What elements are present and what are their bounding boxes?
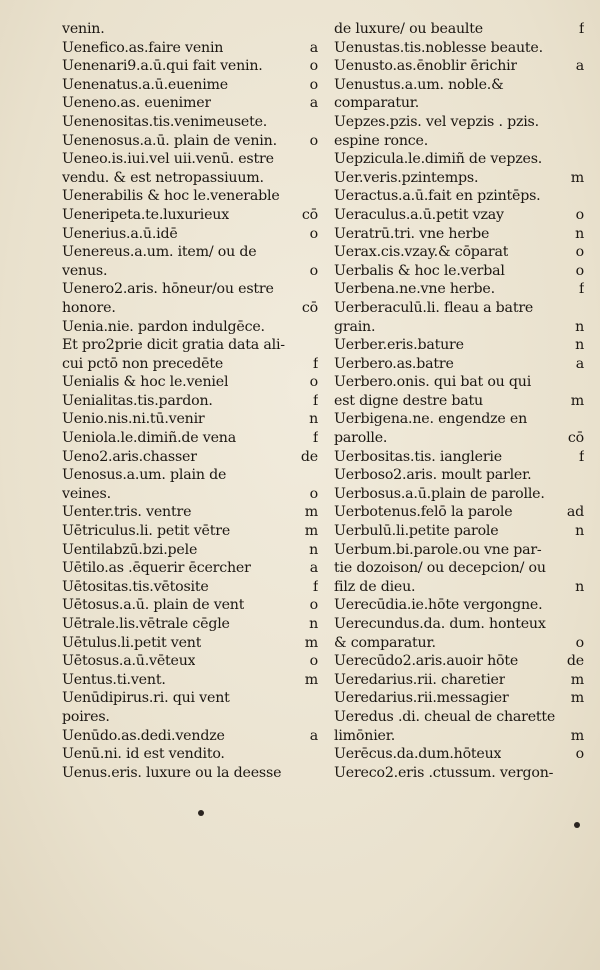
entry-marker: o (575, 206, 584, 223)
entry-marker: m (570, 392, 584, 409)
entry-marker: o (309, 653, 318, 670)
entry-text: tie dozoison/ ou decepcion/ ou (334, 560, 546, 577)
dictionary-line (62, 689, 318, 708)
dictionary-line (62, 355, 318, 374)
entry-text: Uerberaculū.li. fleau a batre (334, 299, 534, 316)
dictionary-line (62, 299, 318, 318)
entry-marker (312, 150, 318, 169)
entry-marker: cō (567, 430, 584, 447)
dictionary-line (62, 578, 318, 597)
dictionary-line (62, 559, 318, 578)
dictionary-line (62, 503, 318, 522)
left-column (62, 20, 318, 782)
entry-marker (312, 113, 318, 132)
entry-text: Uerbero.as.batre (334, 355, 454, 372)
entry-marker: ad (566, 504, 584, 521)
entry-text: Uenefico.as.faire venin (62, 39, 224, 56)
entry-marker: n (575, 578, 584, 595)
dictionary-line (334, 410, 584, 429)
entry-marker: m (570, 671, 584, 688)
dictionary-line (334, 243, 584, 262)
entry-text: Ueredarius.rii. charetier (334, 671, 506, 688)
dictionary-line (62, 57, 318, 76)
entry-text: Uerbero.onis. qui bat ou qui (334, 374, 532, 391)
entry-marker (578, 299, 584, 318)
dictionary-line (334, 559, 584, 578)
entry-marker (578, 466, 584, 485)
dictionary-line (62, 76, 318, 95)
entry-marker: n (309, 411, 318, 428)
entry-marker (578, 596, 584, 615)
entry-marker: a (575, 355, 584, 372)
entry-text: poires. (62, 708, 110, 725)
entry-marker: f (312, 355, 318, 372)
entry-text: cui pctō non precedēte (62, 355, 224, 372)
entry-marker (578, 559, 584, 578)
entry-text: Ueredus .di. cheual de charette (334, 708, 556, 725)
entry-marker: f (312, 392, 318, 409)
entry-text: Ueraculus.a.ū.petit vzay (334, 206, 504, 223)
entry-text: Uerbena.ne.vne herbe. (334, 281, 495, 298)
dictionary-line (334, 187, 584, 206)
entry-marker: m (304, 671, 318, 688)
entry-text: comparatur. (334, 95, 420, 112)
entry-text: Uerbulū.li.petite parole (334, 523, 499, 540)
entry-marker: m (570, 169, 584, 186)
entry-text: Uentus.ti.vent. (62, 671, 166, 688)
dictionary-line (334, 448, 584, 467)
entry-text: Uerbigena.ne. engendze en (334, 411, 528, 428)
dictionary-line (334, 318, 584, 337)
entry-marker (312, 689, 318, 708)
entry-text: veines. (62, 485, 111, 502)
entry-text: est digne destre batu (334, 392, 483, 409)
entry-marker: o (575, 746, 584, 763)
dictionary-line (334, 727, 584, 746)
entry-marker: f (312, 430, 318, 447)
entry-marker: o (309, 132, 318, 149)
entry-text: Uentilabzū.bzi.pele (62, 541, 198, 558)
entry-text: Uerbalis & hoc le.verbal (334, 262, 505, 279)
entry-marker (312, 708, 318, 727)
dictionary-line (62, 727, 318, 746)
entry-marker (578, 132, 584, 151)
entry-text: Uerboso2.aris. moult parler. (334, 467, 532, 484)
entry-marker (312, 336, 318, 355)
entry-marker: o (575, 244, 584, 261)
dictionary-line (62, 318, 318, 337)
entry-text: Uenerius.a.ū.idē (62, 225, 178, 242)
entry-text: Ueractus.a.ū.fait en pzintēps. (334, 188, 541, 205)
entry-marker (312, 169, 318, 188)
dictionary-line (334, 503, 584, 522)
entry-text: parolle. (334, 430, 388, 447)
entry-marker: a (309, 727, 318, 744)
entry-text: Uētilo.as .ēquerir ēcercher (62, 560, 251, 577)
entry-text: de luxure/ ou beaulte (334, 21, 483, 37)
entry-text: Uenialis & hoc le.veniel (62, 374, 229, 391)
dictionary-line (62, 132, 318, 151)
dictionary-line (334, 671, 584, 690)
dictionary-line (62, 262, 318, 281)
entry-text: Uenerabilis & hoc le.venerable (62, 188, 280, 205)
dictionary-line (62, 113, 318, 132)
entry-text: Uerecundus.da. dum. honteux (334, 616, 546, 632)
dictionary-line (62, 429, 318, 448)
dictionary-line (334, 466, 584, 485)
entry-marker: m (570, 727, 584, 744)
dictionary-line (62, 466, 318, 485)
entry-marker: m (304, 523, 318, 540)
dictionary-line (62, 745, 318, 764)
entry-text: & comparatur. (334, 634, 436, 651)
dictionary-line (62, 20, 318, 39)
entry-marker: f (578, 21, 584, 37)
dictionary-line (334, 708, 584, 727)
dictionary-line (62, 652, 318, 671)
dictionary-line (334, 355, 584, 374)
entry-marker (312, 318, 318, 337)
right-column (334, 20, 584, 782)
entry-text: honore. (62, 299, 116, 316)
dictionary-line (62, 150, 318, 169)
entry-text: Uenialitas.tis.pardon. (62, 392, 213, 409)
entry-marker: o (309, 225, 318, 242)
entry-marker: f (578, 448, 584, 465)
entry-text: espine ronce. (334, 132, 429, 149)
dictionary-line (334, 522, 584, 541)
entry-text: Uerax.cis.vzay.& cōparat (334, 244, 509, 261)
entry-text: Uētositas.tis.vētosite (62, 578, 209, 595)
entry-text: Uenus.eris. luxure ou la deesse (62, 764, 282, 781)
entry-text: vendu. & est netropassiuum. (62, 169, 264, 186)
ink-dot (198, 810, 204, 816)
entry-marker (312, 187, 318, 206)
entry-marker: n (575, 337, 584, 354)
dictionary-line (334, 392, 584, 411)
entry-text: Uerecūdo2.aris.auoir hōte (334, 653, 519, 670)
dictionary-line (334, 76, 584, 95)
dictionary-line (62, 39, 318, 58)
entry-marker (578, 150, 584, 169)
dictionary-line (334, 336, 584, 355)
entry-text: Uētulus.li.petit vent (62, 634, 202, 651)
entry-text: venus. (62, 262, 108, 279)
ink-dot (574, 822, 580, 828)
dictionary-line (334, 596, 584, 615)
entry-text: Ueno2.aris.chasser (62, 448, 197, 465)
dictionary-line (62, 187, 318, 206)
dictionary-line (334, 485, 584, 504)
entry-marker (578, 764, 584, 783)
entry-marker (578, 39, 584, 58)
dictionary-line (334, 206, 584, 225)
entry-marker: f (312, 578, 318, 595)
entry-marker (578, 373, 584, 392)
entry-text: Uenustus.a.um. noble.& (334, 76, 504, 93)
dictionary-line (334, 262, 584, 281)
entry-marker (312, 280, 318, 299)
dictionary-line (334, 764, 584, 783)
entry-text: Ueniola.le.dimiñ.de vena (62, 430, 236, 447)
entry-text: Uerbum.bi.parole.ou vne par- (334, 541, 542, 558)
entry-text: Uenosus.a.um. plain de (62, 467, 227, 484)
entry-text: Uētriculus.li. petit vētre (62, 523, 231, 540)
entry-marker (312, 20, 318, 39)
entry-text: Uenū.ni. id est vendito. (62, 746, 225, 763)
entry-text: Uerecūdia.ie.hōte vergongne. (334, 597, 543, 614)
entry-text: Uenūdipirus.ri. qui vent (62, 690, 230, 707)
entry-text: Uerēcus.da.dum.hōteux (334, 746, 502, 763)
dictionary-line (334, 39, 584, 58)
dictionary-line (334, 132, 584, 151)
entry-text: Uerbositas.tis. ianglerie (334, 448, 502, 465)
entry-text: Uenia.nie. pardon indulgēce. (62, 318, 265, 335)
entry-text: Uer.veris.pzintemps. (334, 169, 479, 186)
dictionary-line (62, 410, 318, 429)
entry-marker (312, 466, 318, 485)
entry-text: Ueratrū.tri. vne herbe (334, 225, 490, 242)
entry-text: Uenenosus.a.ū. plain de venin. (62, 132, 277, 149)
dictionary-line (62, 671, 318, 690)
dictionary-line (334, 578, 584, 597)
entry-text: Uenūdo.as.dedi.vendze (62, 727, 225, 744)
dictionary-line (62, 169, 318, 188)
dictionary-line (334, 113, 584, 132)
dictionary-line (62, 522, 318, 541)
dictionary-line (62, 280, 318, 299)
entry-marker (312, 764, 318, 783)
dictionary-line (334, 169, 584, 188)
entry-marker: m (570, 690, 584, 707)
dictionary-line (334, 652, 584, 671)
entry-text: limōnier. (334, 727, 396, 744)
entry-marker: de (300, 448, 318, 465)
dictionary-line (334, 20, 584, 39)
entry-marker (578, 615, 584, 634)
entry-text: Uenenositas.tis.venimeusete. (62, 113, 268, 130)
entry-marker (578, 708, 584, 727)
entry-marker: de (566, 653, 584, 670)
dictionary-line (334, 57, 584, 76)
entry-marker: a (309, 560, 318, 577)
entry-text: Ueredarius.rii.messagier (334, 690, 509, 707)
entry-text: Ueneo.is.iui.vel uii.venū. estre (62, 151, 274, 168)
entry-text: venin. (62, 21, 105, 37)
entry-text: Ueneno.as. euenimer (62, 95, 212, 112)
entry-text: Et pro2prie dicit gratia data ali- (62, 337, 285, 354)
entry-marker: o (309, 485, 318, 502)
entry-text: Ueneripeta.te.luxurieux (62, 206, 230, 223)
entry-marker: cō (301, 206, 318, 223)
dictionary-line (334, 541, 584, 560)
entry-text: Uenero2.aris. hōneur/ou estre (62, 281, 274, 298)
dictionary-line (62, 541, 318, 560)
dictionary-line (334, 745, 584, 764)
entry-text: Uētosus.a.ū.vēteux (62, 653, 196, 670)
entry-marker: a (309, 39, 318, 56)
entry-marker: m (304, 504, 318, 521)
dictionary-line (334, 280, 584, 299)
entry-marker (578, 410, 584, 429)
entry-marker (578, 94, 584, 113)
entry-marker: o (309, 262, 318, 279)
entry-text: grain. (334, 318, 376, 335)
dictionary-line (334, 689, 584, 708)
entry-text: Uerbosus.a.ū.plain de parolle. (334, 485, 545, 502)
entry-marker: n (575, 225, 584, 242)
entry-marker (578, 541, 584, 560)
dictionary-line (62, 206, 318, 225)
entry-text: Uētosus.a.ū. plain de vent (62, 597, 245, 614)
dictionary-line (334, 615, 584, 634)
entry-marker: o (309, 374, 318, 391)
entry-marker: o (575, 634, 584, 651)
dictionary-line (62, 485, 318, 504)
dictionary-line (334, 429, 584, 448)
entry-marker: n (309, 616, 318, 632)
entry-marker: cō (301, 299, 318, 316)
entry-marker: n (309, 541, 318, 558)
entry-marker: o (309, 76, 318, 93)
dictionary-line (62, 392, 318, 411)
dictionary-line (62, 596, 318, 615)
dictionary-line (62, 615, 318, 634)
dictionary-line (334, 150, 584, 169)
entry-marker (312, 243, 318, 262)
dictionary-line (62, 764, 318, 783)
entry-text: Uepzicula.le.dimiñ de vepzes. (334, 151, 543, 168)
entry-marker: a (309, 95, 318, 112)
dictionary-line (62, 373, 318, 392)
dictionary-line (334, 94, 584, 113)
entry-text: Uereco2.eris .ctussum. vergon- (334, 764, 554, 781)
entry-marker (312, 745, 318, 764)
entry-text: filz de dieu. (334, 578, 416, 595)
dictionary-line (334, 225, 584, 244)
entry-marker: o (309, 597, 318, 614)
entry-text: Uerber.eris.bature (334, 337, 464, 354)
dictionary-line (334, 373, 584, 392)
entry-text: Uenter.tris. ventre (62, 504, 192, 521)
dictionary-line (62, 225, 318, 244)
dictionary-line (62, 336, 318, 355)
entry-marker (578, 113, 584, 132)
entry-text: Uenenatus.a.ū.euenime (62, 76, 228, 93)
entry-marker: n (575, 523, 584, 540)
dictionary-line (334, 634, 584, 653)
entry-text: Uepzes.pzis. vel vepzis . pzis. (334, 113, 539, 130)
dictionary-line (62, 634, 318, 653)
entry-text: Uenereus.a.um. item/ ou de (62, 244, 257, 261)
entry-marker: f (578, 281, 584, 298)
entry-marker (578, 187, 584, 206)
dictionary-line (62, 243, 318, 262)
dictionary-line (62, 448, 318, 467)
dictionary-line (62, 708, 318, 727)
entry-marker (578, 485, 584, 504)
entry-marker: n (575, 318, 584, 335)
entry-text: Uerbotenus.felō la parole (334, 504, 513, 521)
entry-text: Uenustas.tis.noblesse beaute. (334, 39, 543, 56)
dictionary-line (62, 94, 318, 113)
entry-marker: o (309, 58, 318, 75)
entry-text: Uenio.nis.ni.tū.venir (62, 411, 205, 428)
entry-marker: a (575, 58, 584, 75)
entry-text: Uenusto.as.ēnoblir ērichir (334, 58, 518, 75)
entry-marker: o (575, 262, 584, 279)
entry-marker (578, 76, 584, 95)
dictionary-line (334, 299, 584, 318)
entry-text: Uenenari9.a.ū.qui fait venin. (62, 58, 263, 75)
entry-marker: m (304, 634, 318, 651)
entry-text: Uētrale.lis.vētrale cēgle (62, 616, 230, 632)
